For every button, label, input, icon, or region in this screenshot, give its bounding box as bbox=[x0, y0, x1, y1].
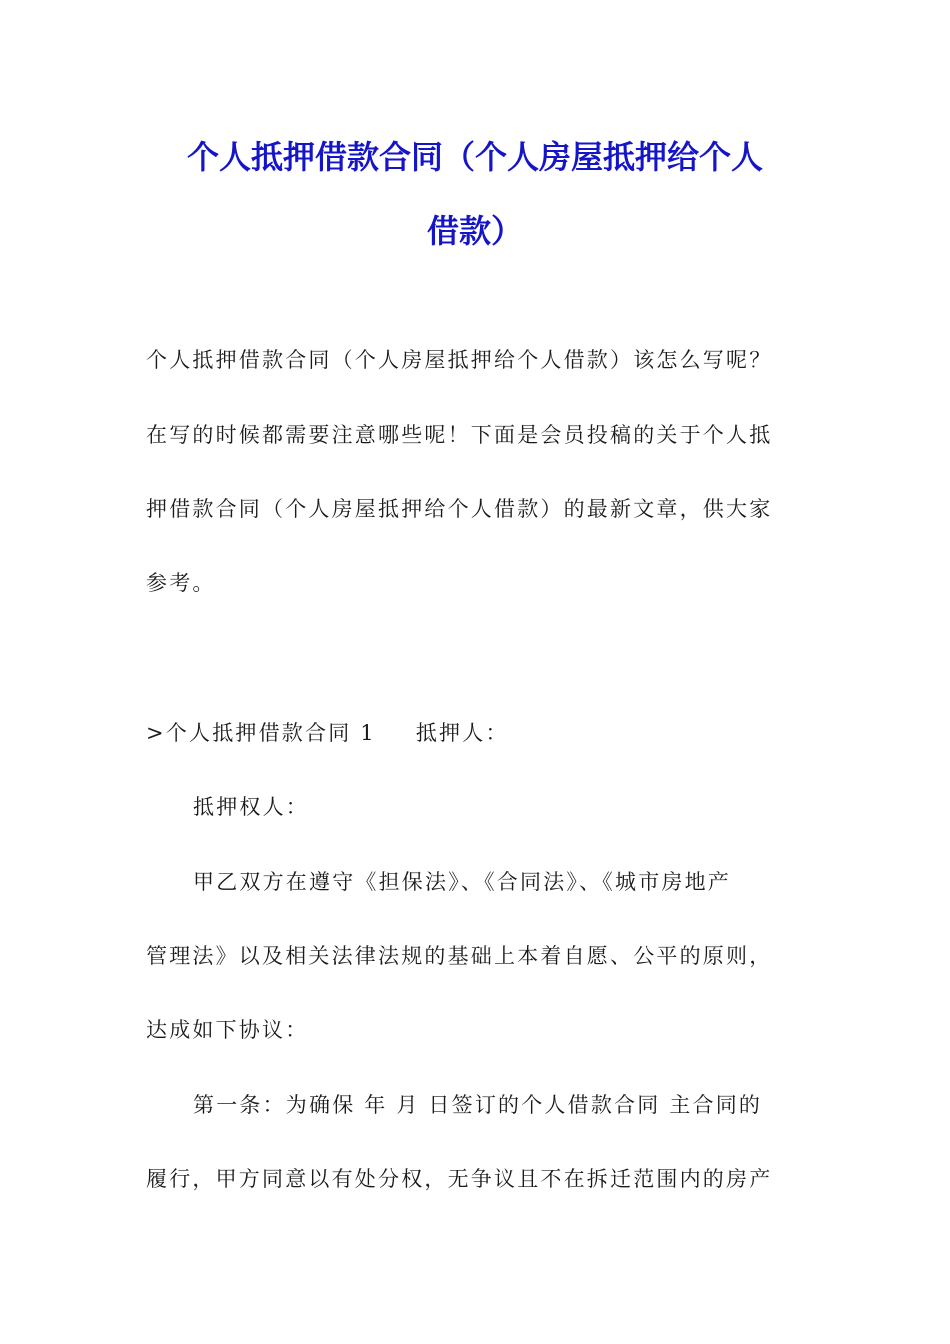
title-line-2: 借款） bbox=[426, 212, 523, 250]
article1-line-2: 履行，甲方同意以有处分权，无争议且不在拆迁范围内的房产 bbox=[146, 1167, 773, 1191]
intro-line-3: 押借款合同（个人房屋抵押给个人借款）的最新文章，供大家 bbox=[146, 497, 773, 521]
intro-line-2: 在写的时候都需要注意哪些呢！下面是会员投稿的关于个人抵 bbox=[146, 423, 773, 447]
title-line-1: 个人抵押借款合同（个人房屋抵押给个人 bbox=[186, 138, 763, 176]
preamble-line-1: 甲乙双方在遵守《担保法》、《合同法》、《城市房地产 bbox=[193, 870, 731, 894]
intro-line-1: 个人抵押借款合同（个人房屋抵押给个人借款）该怎么写呢？ bbox=[146, 348, 773, 372]
intro-line-4: 参考。 bbox=[146, 571, 216, 595]
preamble-line-2: 管理法》以及相关法律法规的基础上本着自愿、公平的原则， bbox=[146, 944, 773, 968]
document-title bbox=[0, 120, 950, 268]
section-heading-line bbox=[146, 718, 806, 748]
mortgagee-label: 抵押权人： bbox=[193, 795, 309, 819]
section-heading: >个人抵押借款合同 1 bbox=[146, 721, 376, 745]
article1-line-1: 第一条：为确保 年 月 日签订的个人借款合同 主合同的 bbox=[193, 1093, 763, 1117]
mortgagor-label: 抵押人： bbox=[415, 721, 509, 745]
preamble-line-3: 达成如下协议： bbox=[146, 1018, 309, 1042]
